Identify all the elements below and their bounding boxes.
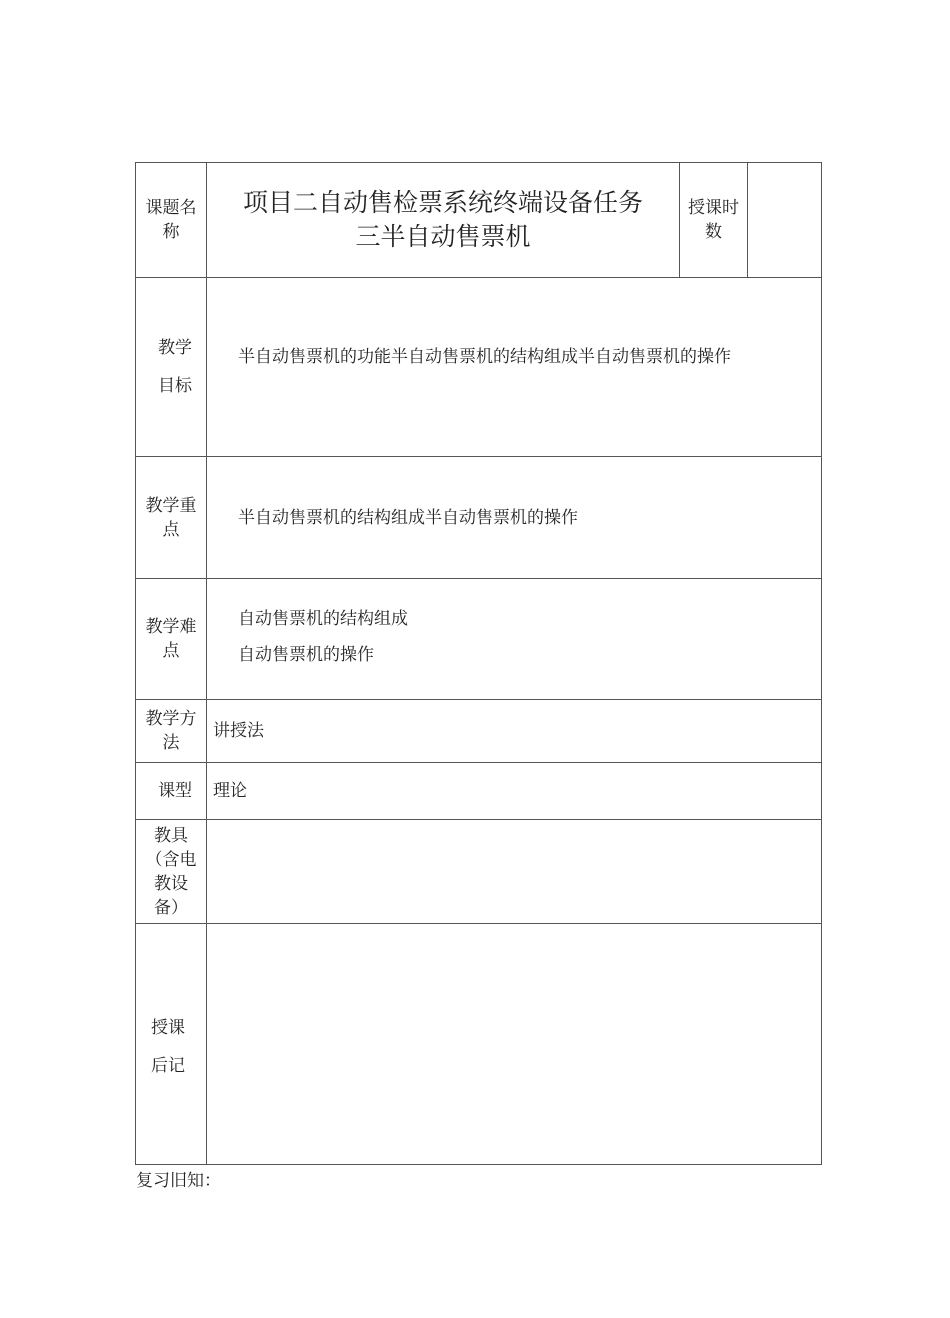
key-points-label-line: 点 (162, 519, 180, 540)
goals-label-cell (136, 278, 214, 456)
method-content-cell (213, 700, 821, 762)
tools-label-line: 教设 (154, 873, 188, 894)
difficulties-label-line: 教学难 (145, 617, 197, 637)
review-label: 复习旧知： (136, 1171, 221, 1191)
topic-label-line: 称 (162, 222, 180, 242)
hours-label-line: 授课时 (688, 198, 739, 218)
method-label-cell (136, 700, 206, 762)
lesson-type-content-cell (213, 763, 821, 819)
key-points-content-cell (238, 457, 821, 578)
method-label-line: 教学方 (145, 709, 197, 729)
notes-label-line: 授课 (151, 1017, 185, 1038)
difficulties-content-cell (238, 579, 821, 699)
difficulties-label-cell (136, 579, 206, 699)
method-label-line: 法 (162, 733, 180, 753)
topic-title-line: 三半自动售票机 (355, 222, 531, 251)
notes-label-cell (136, 924, 200, 1165)
lesson-type-content-line: 理论 (213, 781, 247, 801)
key-points-label-line: 教学重 (145, 495, 197, 516)
goals-label-line: 目标 (158, 376, 192, 396)
tools-label-cell (136, 820, 206, 923)
tools-content-cell (213, 820, 821, 923)
goals-label-line: 教学 (158, 338, 192, 358)
goals-content-cell (238, 278, 821, 456)
topic-label-cell (136, 163, 206, 277)
lesson-type-label-line: 课型 (158, 781, 192, 801)
tools-label-line: 备） (154, 897, 188, 918)
notes-label-line: 后记 (151, 1055, 185, 1076)
difficulties-content-line: 自动售票机的操作 (238, 645, 374, 665)
key-points-content-line: 半自动售票机的结构组成半自动售票机的操作 (238, 507, 578, 528)
key-points-label-cell (136, 457, 206, 578)
notes-content-cell (213, 924, 821, 1165)
tools-label-line: （含电 (145, 849, 197, 870)
hours-label-cell (680, 163, 747, 277)
topic-label-line: 课题名 (145, 198, 197, 218)
topic-title-line: 项目二自动售检票系统终端设备任务 (242, 188, 643, 217)
hours-label-line: 数 (705, 222, 722, 242)
method-content-line: 讲授法 (213, 721, 264, 741)
hours-value-cell (748, 163, 821, 277)
topic-title-cell (207, 163, 679, 277)
difficulties-content-line: 自动售票机的结构组成 (238, 609, 408, 629)
goals-content-line: 半自动售票机的功能半自动售票机的结构组成半自动售票机的操作 (238, 347, 731, 367)
difficulties-label-line: 点 (162, 641, 180, 661)
lesson-type-label-cell (136, 763, 214, 819)
tools-label-line: 教具 (154, 825, 188, 846)
